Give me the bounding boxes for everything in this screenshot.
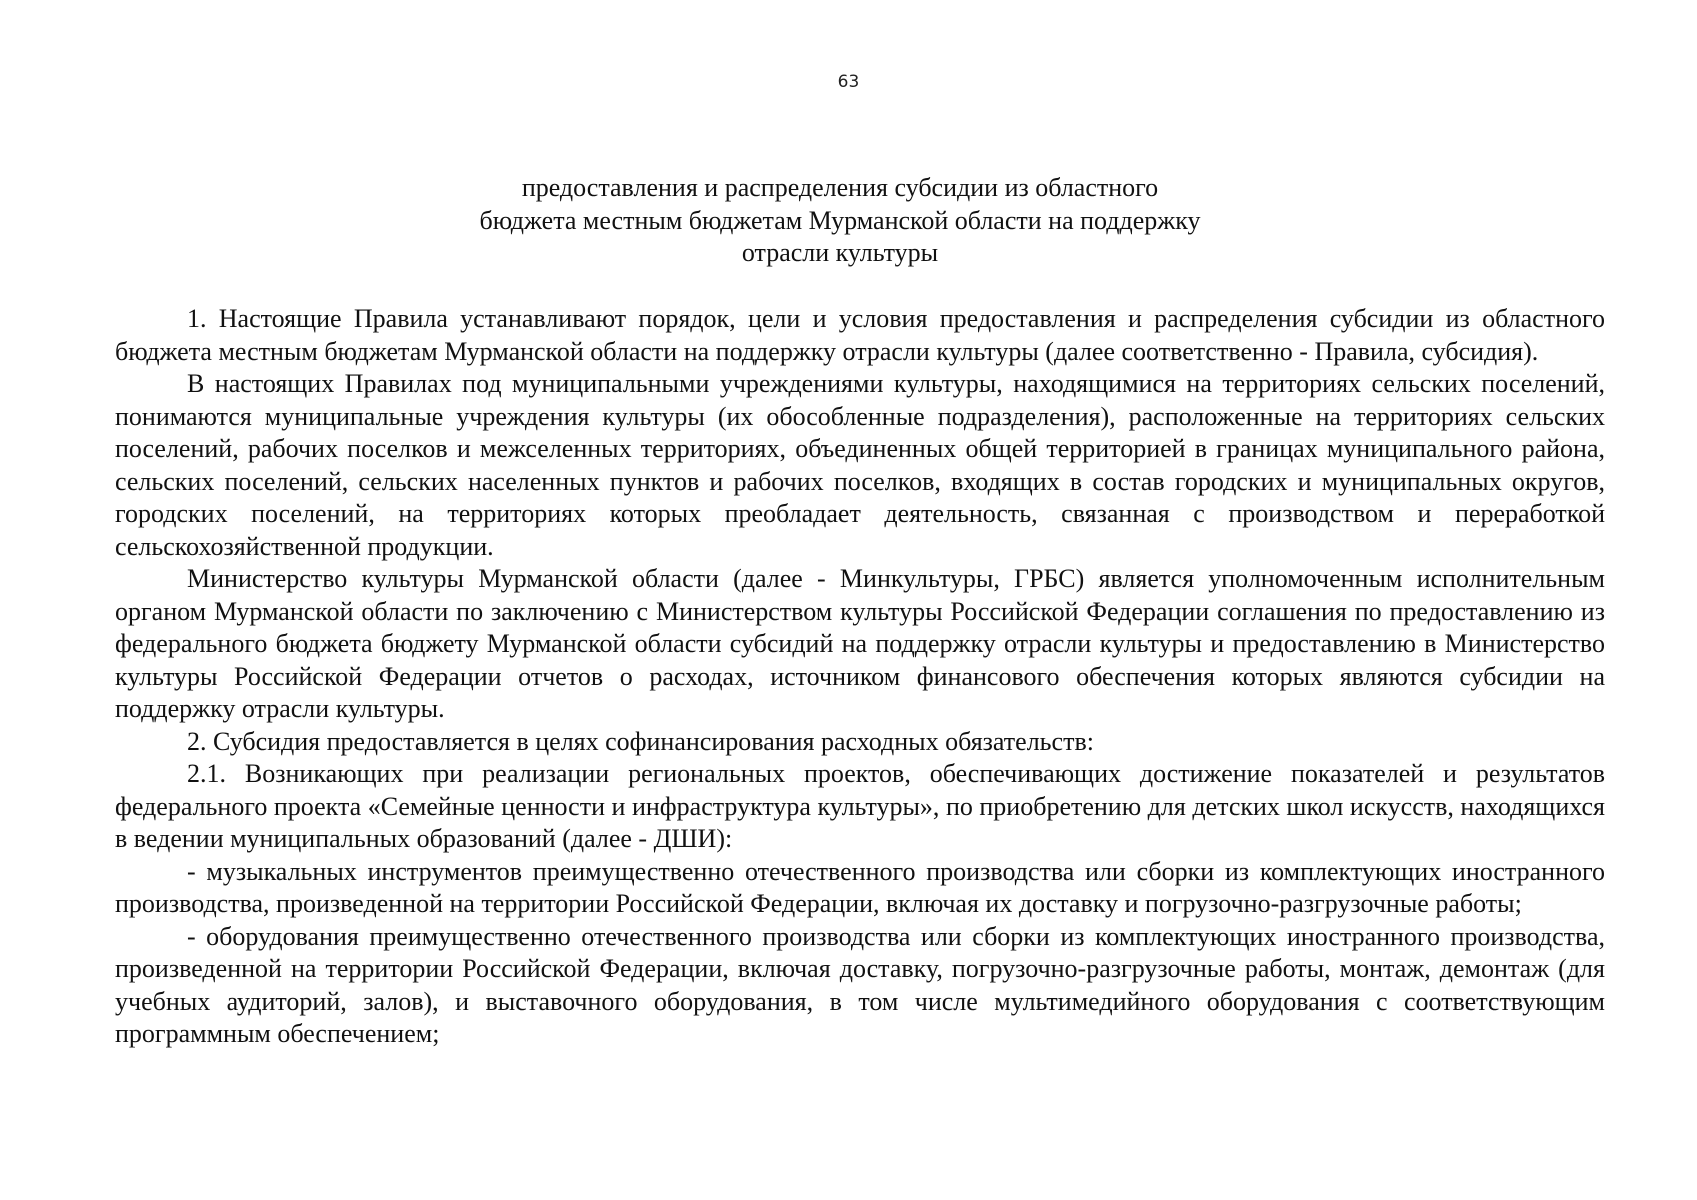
paragraph-6: - музыкальных инструментов преимущественно отечественного производства или сборки из комплектующих иностранного производства, произведенной на территории Российской Федерации, включая их доставку и погрузочно-разгрузочные работы; <box>115 856 1605 918</box>
title-line-2: бюджета местным бюджетам Мурманской области на поддержку <box>479 205 1201 235</box>
document-title <box>300 172 1380 270</box>
paragraph-3: Министерство культуры Мурманской области (далее - Минкультуры, ГРБС) является уполномоченным исполнительным органом Мурманской области по заключению с Министерством культуры Российской Федерации соглашения по предоставлению из федерального бюджета бюджету Мурманской области субсидий на поддержку отрасли культуры и предоставлению в Министерство культуры Российской Федерации отчетов о расходах, источником финансового обеспечения которых являются субсидии на поддержку отрасли культуры. <box>115 564 1605 723</box>
title-line-3: отрасли культуры <box>741 238 939 267</box>
document-body <box>115 303 1605 1051</box>
paragraph-2: В настоящих Правилах под муниципальными учреждениями культуры, находящимися на территориях сельских поселений, понимаются муниципальные учреждения культуры (их обособленные подразделения), расположенные на территориях сельских поселений, рабочих поселков и межселенных территориях, объединенных общей территорией в границах муниципального района, сельских поселений, сельских населенных пунктов и рабочих поселков, входящих в состав городских и муниципальных округов, городских поселений, на территориях которых преобладает деятельность, связанная с производством и переработкой сельскохозяйственной продукции. <box>115 369 1605 561</box>
page-number: 63 <box>837 72 860 92</box>
title-line-1: предоставления и распределения субсидии из областного <box>521 173 1159 202</box>
paragraph-4: 2. Субсидия предоставляется в целях софинансирования расходных обязательств: <box>187 726 1094 756</box>
paragraph-7: - оборудования преимущественно отечественного производства или сборки из комплектующих иностранного производства, произведенной на территории Российской Федерации, включая доставку, погрузочно-разгрузочные работы, монтаж, демонтаж (для учебных аудиторий, залов), и выставочного оборудования, в том числе мультимедийного оборудования с соответствующим программным обеспечением; <box>115 921 1605 1048</box>
paragraph-5: 2.1. Возникающих при реализации региональных проектов, обеспечивающих достижение показателей и результатов федерального проекта «Семейные ценности и инфраструктура культуры», по приобретению для детских школ искусств, находящихся в ведении муниципальных образований (далее - ДШИ): <box>115 759 1605 853</box>
paragraph-1: 1. Настоящие Правила устанавливают порядок, цели и условия предоставления и распределения субсидии из областного бюджета местным бюджетам Мурманской области на поддержку отрасли культуры (далее соответственно - Правила, субсидия). <box>115 304 1605 366</box>
